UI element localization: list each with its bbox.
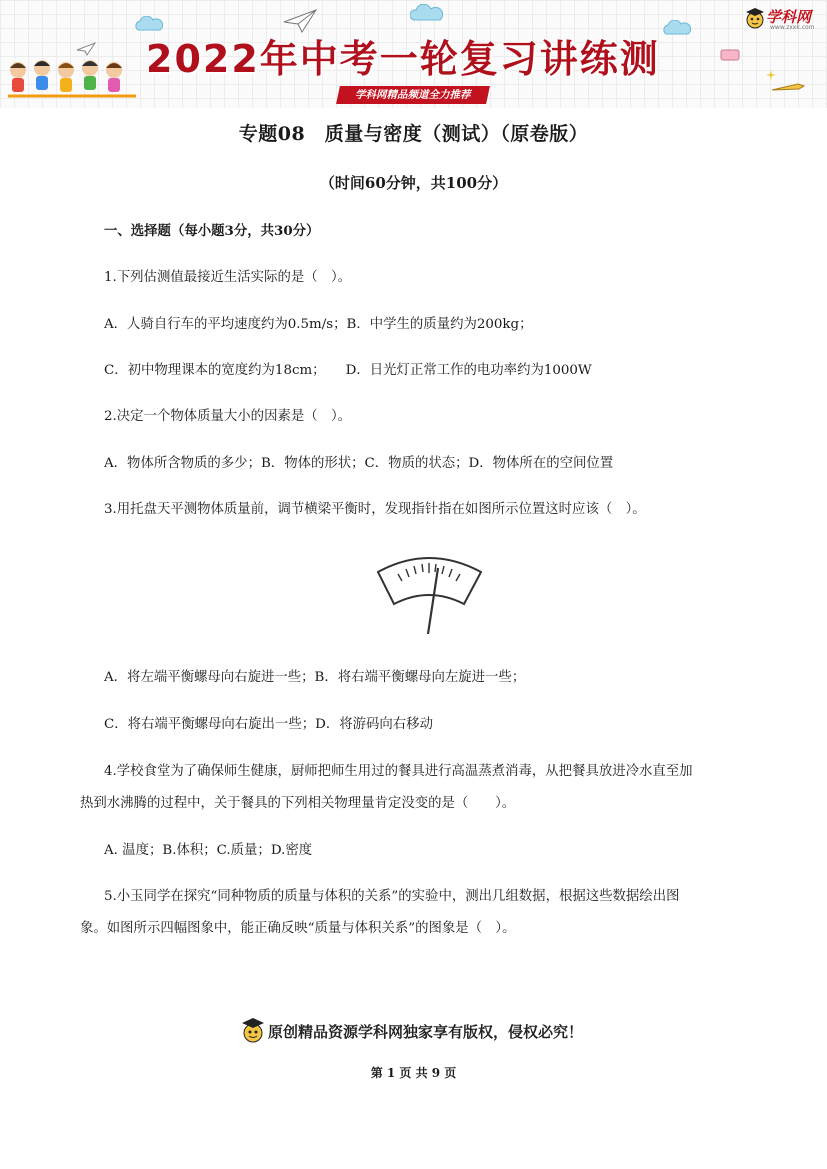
question-4-stem-line-1: 4.学校食堂为了确保师生健康，厨师把师生用过的餐具进行高温蒸煮消毒，从把餐具放进冷水直至加 [104,764,693,779]
graduate-mascot-icon [240,1015,266,1047]
children-illustration [4,56,140,104]
banner-subtitle-text: 学科网精品频道全力推荐 [355,89,471,101]
cloud-icon [410,4,444,22]
page-number: 第 1 页 共 9 页 [370,1066,457,1080]
question-1-stem: 1.下列估测值最接近生活实际的是（ ）。 [104,270,352,285]
section-heading: 一、选择题（每小题3分，共30分） [104,223,320,239]
brand-url: www.zxxk.com [770,24,815,31]
banner-subtitle [336,86,490,104]
brand-logo [744,4,824,34]
question-5-stem-line-1: 5.小玉同学在探究“同种物质的质量与体积的关系”的实验中，测出几组数据，根据这些数据绘出图 [104,889,680,904]
copyright-text: 原创精品资源学科网独家享有版权，侵权必究！ [268,1023,584,1041]
star-icon [766,70,776,80]
question-2-stem: 2.决定一个物体质量大小的因素是（ ）。 [104,409,352,424]
question-3-options-ab: A．将左端平衡螺母向右旋进一些；B．将右端平衡螺母向左旋进一些； [104,670,526,685]
paper-plane-icon [76,42,96,56]
document-title: 专题08 质量与密度（测试）（原卷版） [238,123,589,145]
banner-title: 2022年中考一轮复习讲练测 [146,37,660,81]
question-5-stem-line-2: 象。如图所示四幅图象中，能正确反映“质量与体积关系”的图象是（ ）。 [80,921,516,936]
graduate-mascot-icon [744,6,766,32]
question-3-options-cd: C．将右端平衡螺母向右旋出一些；D．将游码向右移动 [104,717,433,732]
copyright-note [240,1013,600,1049]
question-1-options-ab: A．人骑自行车的平均速度约为0.5m/s；B．中学生的质量约为200kg； [104,317,533,332]
balance-pointer [428,568,438,634]
balance-scale-figure [372,550,487,638]
pencil-icon [770,80,806,94]
question-2-options: A．物体所含物质的多少；B．物体的形状；C．物质的状态；D．物体所在的空间位置 [104,456,614,471]
question-3-stem: 3.用托盘天平测物体质量前，调节横梁平衡时，发现指针指在如图所示位置这时应该（ ）。 [104,502,646,517]
eraser-icon [720,48,740,62]
question-4-options: A. 温度；B.体积；C.质量；D.密度 [104,843,313,858]
question-4-stem-line-2: 热到水沸腾的过程中，关于餐具的下列相关物理量肯定没变的是（ ）。 [80,796,516,811]
time-info: （时间60分钟，共100分） [319,174,508,192]
header-banner [0,0,827,108]
question-1-options-cd: C．初中物理课本的宽度约为18cm； D．日光灯正常工作的电功率约为1000W [104,363,592,378]
brand-name: 学科网 [766,8,812,26]
